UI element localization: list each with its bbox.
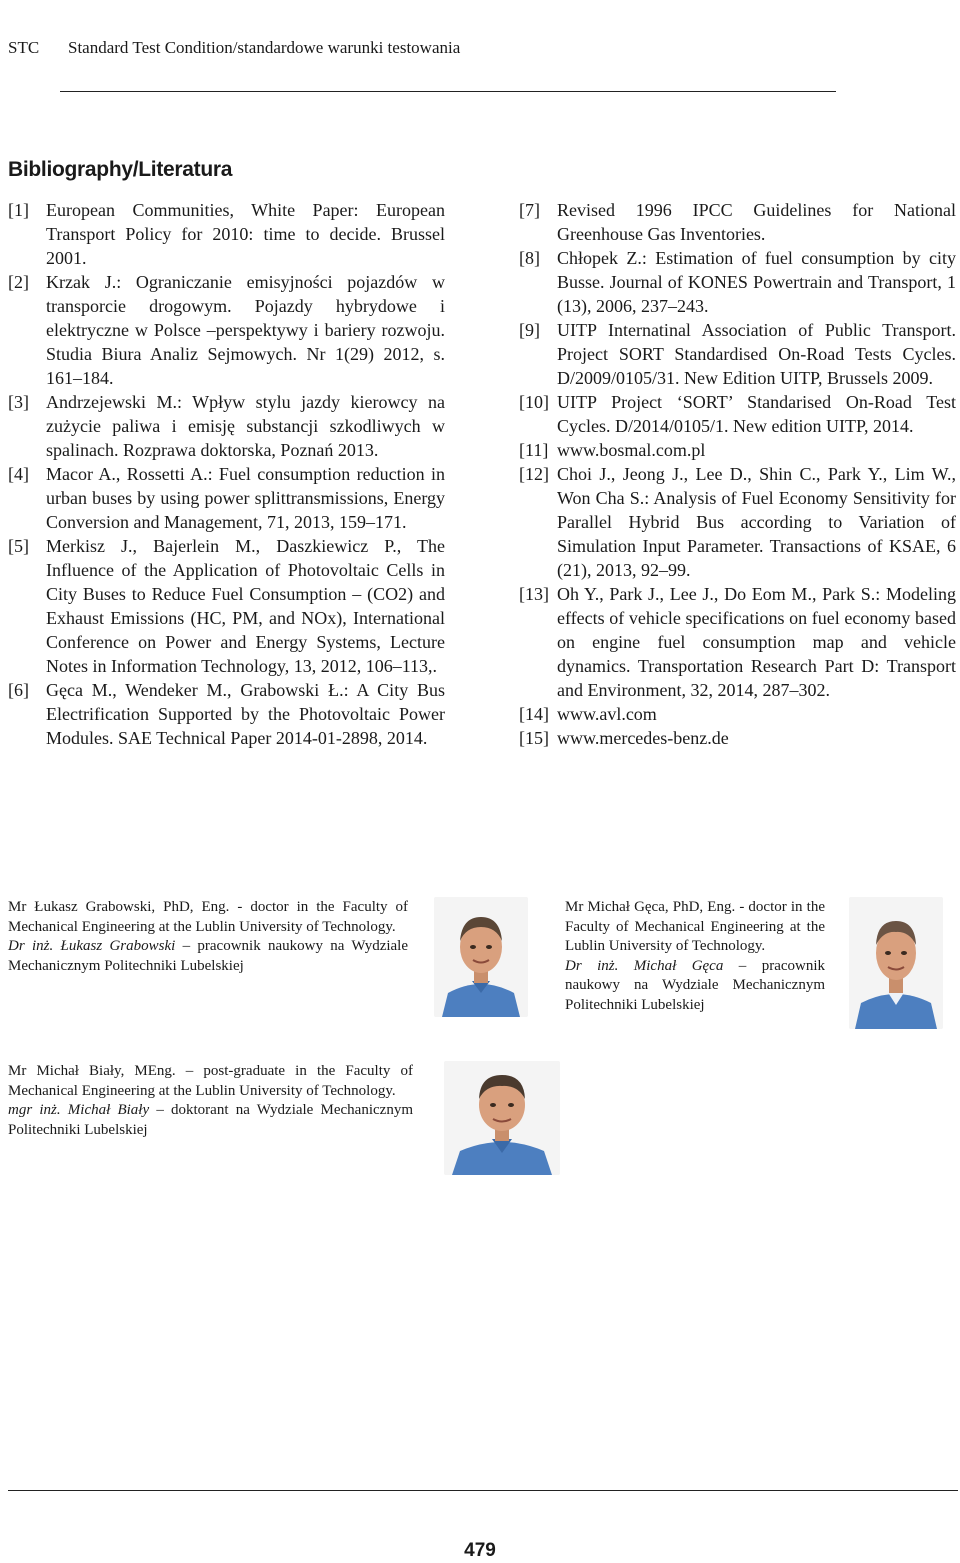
reference-text: European Communities, White Paper: European Transport Policy for 2010: time to decide. Brussel 2001. xyxy=(46,200,445,268)
reference-number: [6] xyxy=(8,680,29,700)
reference-number: [11] xyxy=(519,440,549,460)
reference-item xyxy=(8,270,445,390)
reference-number: [10] xyxy=(519,392,549,412)
reference-item xyxy=(519,726,956,750)
reference-text: Andrzejewski M.: Wpływ stylu jazdy kierowcy na zużycie paliwa i emisję substancji szkodliwych w spalinach. Rozprawa doktorska, Poznań 2013. xyxy=(46,392,445,460)
reference-number: [9] xyxy=(519,320,540,340)
author-photo-bialy xyxy=(444,1061,560,1175)
reference-item xyxy=(519,702,956,726)
author-name-polish: Dr inż. Łukasz Grabowski xyxy=(8,938,176,954)
reference-item xyxy=(8,198,445,270)
reference-text: Gęca M., Wendeker M., Grabowski Ł.: A City Bus Electrification Supported by the Photovoltaic Power Modules. SAE Technical Paper 2014-01-2898, 2014. xyxy=(46,680,445,748)
author-bio-english: Mr Michał Biały, MEng. – post-graduate in the Faculty of Mechanical Engineering at the Lublin University of Technology. xyxy=(8,1063,413,1099)
reference-text: UITP Project ‘SORT’ Standarised On-Road Test Cycles. D/2014/0105/1. New edition UITP, 2014. xyxy=(557,392,956,436)
reference-number: [5] xyxy=(8,536,29,556)
reference-number: [15] xyxy=(519,728,549,748)
author-bio-geca xyxy=(565,898,825,1015)
reference-text: Oh Y., Park J., Lee J., Do Eom M., Park S.: Modeling effects of vehicle specifications on fuel economy based on engine fuel consumption map and vehicle dynamics. Transportation Research Part D: Transport and Environment, 32, 2014, 287–302. xyxy=(557,584,956,700)
author-bio-english: Mr Łukasz Grabowski, PhD, Eng. - doctor in the Faculty of Mechanical Engineering at the Lublin University of Technology. xyxy=(8,899,408,935)
author-name-polish: Dr inż. Michał Gęca xyxy=(565,957,724,974)
reference-number: [7] xyxy=(519,200,540,220)
abbreviation-term: STC xyxy=(8,38,40,57)
author-bio-polish-text: – pracownik naukowy na Wydziale Mechanicznym Politechniki Lubelskiej xyxy=(565,957,826,1013)
author-bio-bialy xyxy=(8,1062,413,1140)
abbreviation-description: Standard Test Condition/standardowe warunki testowania xyxy=(68,38,461,57)
reference-number: [14] xyxy=(519,704,549,724)
reference-text: www.avl.com xyxy=(557,704,657,724)
reference-item xyxy=(519,198,956,246)
reference-number: [1] xyxy=(8,200,29,220)
reference-text: www.mercedes-benz.de xyxy=(557,728,729,748)
references-left-column xyxy=(8,198,445,750)
author-bio-polish xyxy=(8,1101,413,1140)
page-number: 479 xyxy=(464,1540,496,1561)
section-title: Bibliography/Literatura xyxy=(8,158,233,181)
reference-number: [13] xyxy=(519,584,549,604)
author-bio-polish xyxy=(8,937,408,976)
author-bio-polish-text: – doktorant na Wydziale Mechanicznym Politechniki Lubelskiej xyxy=(8,1102,413,1138)
reference-item xyxy=(519,246,956,318)
reference-number: [12] xyxy=(519,464,549,484)
reference-text: Choi J., Jeong J., Lee D., Shin C., Park Y., Lim W., Won Cha S.: Analysis of Fuel Economy Sensitivity for Parallel Hybrid Bus according to Variation of Simulation Input Parameter. Transactions of KSAE, 6 (21), 2013, 92–99. xyxy=(557,464,956,580)
author-photo-grabowski xyxy=(434,897,528,1017)
header-divider xyxy=(60,91,836,92)
reference-item xyxy=(519,438,956,462)
reference-text: Chłopek Z.: Estimation of fuel consumption by city Busse. Journal of KONES Powertrain and Transport, 1 (13), 2006, 237–243. xyxy=(557,248,956,316)
portrait-image xyxy=(434,897,528,1017)
reference-item xyxy=(8,534,445,678)
reference-item xyxy=(8,462,445,534)
reference-item xyxy=(519,390,956,438)
reference-number: [8] xyxy=(519,248,540,268)
reference-text: Merkisz J., Bajerlein M., Daszkiewicz P., The Influence of the Application of Photovoltaic Cells in City Buses to Reduce Fuel Consumption – (CO2) and Exhaust Emissions (HC, PM, and NOx), International Conference on Power and Energy Systems, Lecture Notes in Information Technology, 13, 2012, 106–113,. xyxy=(46,536,445,676)
footer-divider xyxy=(8,1490,958,1491)
reference-text: Macor A., Rossetti A.: Fuel consumption reduction in urban buses by using power splittransmissions, Energy Conversion and Management, 71, 2013, 159–171. xyxy=(46,464,445,532)
author-bio-polish xyxy=(565,957,825,1016)
author-photo-geca xyxy=(849,897,943,1029)
reference-item xyxy=(519,582,956,702)
reference-number: [4] xyxy=(8,464,29,484)
reference-item xyxy=(8,678,445,750)
author-bio-polish-text: – pracownik naukowy na Wydziale Mechanicznym Politechniki Lubelskiej xyxy=(8,938,409,974)
reference-text: Krzak J.: Ograniczanie emisyjności pojazdów w transporcie drogowym. Pojazdy hybrydowe i elektryczne w Polsce –perspektywy i bariery rozwoju. Studia Biura Analiz Sejmowych. Nr 1(29) 2012, s. 161–184. xyxy=(46,272,445,388)
author-bio-grabowski xyxy=(8,898,408,976)
portrait-image xyxy=(849,897,943,1029)
reference-item xyxy=(8,390,445,462)
reference-number: [3] xyxy=(8,392,29,412)
author-bio-english: Mr Michał Gęca, PhD, Eng. - doctor in the Faculty of Mechanical Engineering at the Lublin University of Technology. xyxy=(565,899,825,954)
reference-text: Revised 1996 IPCC Guidelines for National Greenhouse Gas Inventories. xyxy=(557,200,956,244)
reference-item xyxy=(519,462,956,582)
author-name-polish: mgr inż. Michał Biały xyxy=(8,1102,150,1118)
reference-text: UITP Internatinal Association of Public Transport. Project SORT Standardised On-Road Tests Cycles. D/2009/0105/31. New Edition UITP, Brussels 2009. xyxy=(557,320,956,388)
references-right-column xyxy=(519,198,956,750)
reference-number: [2] xyxy=(8,272,29,292)
reference-text: www.bosmal.com.pl xyxy=(557,440,706,460)
portrait-image xyxy=(444,1061,560,1175)
reference-item xyxy=(519,318,956,390)
